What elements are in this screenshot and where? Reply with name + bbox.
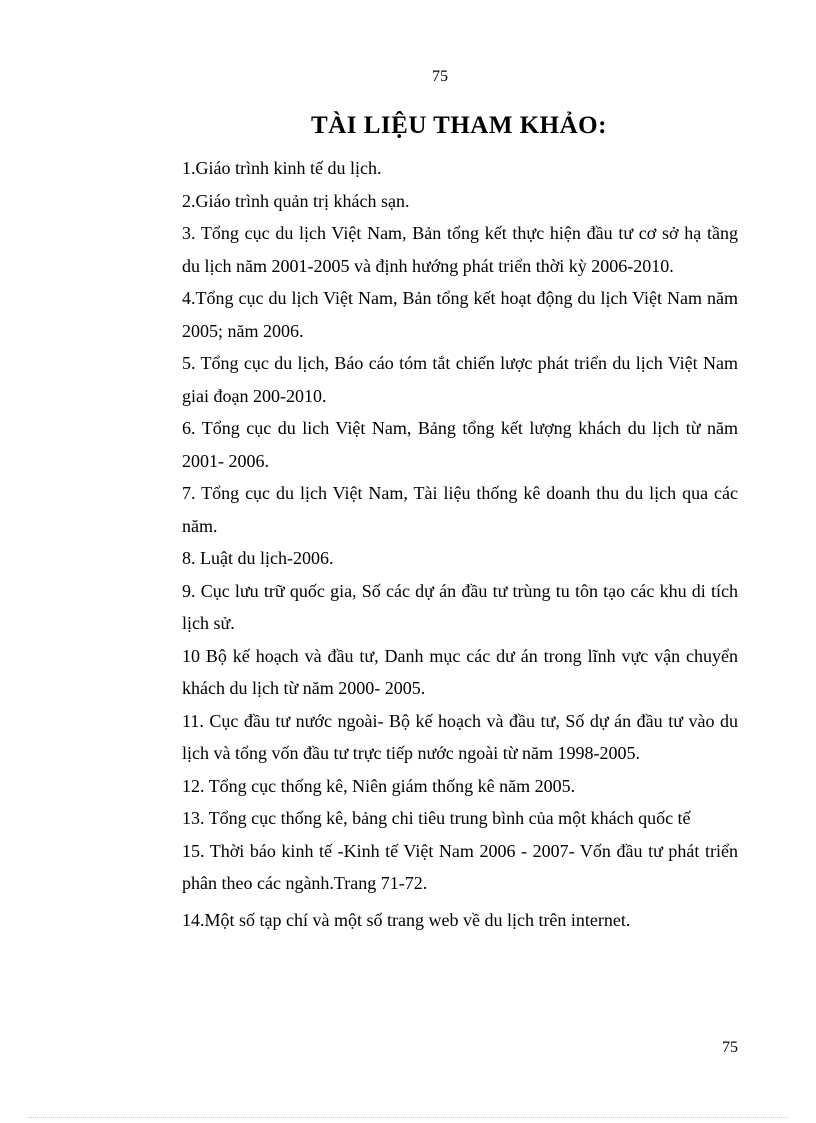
reference-item: 6. Tổng cục du lich Việt Nam, Bảng tổng kết lượng khách du lịch từ năm 2001- 2006. [182, 418, 738, 471]
page-title: TÀI LIỆU THAM KHẢO: [311, 112, 607, 139]
reference-item: 14.Một số tạp chí và một số trang web về du lịch trên internet. [182, 909, 631, 930]
reference-item: 2.Giáo trình quản trị khách sạn. [182, 190, 410, 211]
reference-item: 9. Cục lưu trữ quốc gia, Số các dự án đầu tư trùng tu tôn tạo các khu di tích lịch sử. [182, 580, 738, 633]
reference-item: 5. Tổng cục du lịch, Báo cáo tóm tắt chiến lược phát triển du lịch Việt Nam giai đoạn 200-2010. [182, 353, 738, 406]
reference-item: 11. Cục đầu tư nước ngoài- Bộ kế hoạch và đầu tư, Số dự án đầu tư vào du lịch và tổng vốn đầu tư trực tiếp nước ngoài từ năm 1998-2005. [182, 710, 738, 763]
reference-item: 3. Tổng cục du lịch Việt Nam, Bản tổng kết thực hiện đầu tư cơ sở hạ tầng du lịch năm 2001-2005 và định hướng phát triển thời kỳ 2006-2010. [182, 223, 738, 276]
reference-item: 13. Tổng cục thống kê, bảng chi tiêu trung bình của một khách quốc tế [182, 808, 691, 828]
reference-item: 4.Tổng cục du lịch Việt Nam, Bản tổng kết hoạt động du lịch Việt Nam năm 2005; năm 2006. [182, 288, 738, 341]
page-bottom-divider [28, 1117, 788, 1118]
page-number-top: 75 [432, 68, 448, 85]
reference-item: 1.Giáo trình kinh tế du lịch. [182, 158, 382, 178]
reference-item: 8. Luật du lịch-2006. [182, 548, 334, 568]
reference-list [182, 152, 738, 936]
reference-item: 12. Tổng cục thống kê, Niên giám thống kê năm 2005. [182, 775, 576, 796]
reference-item: 15. Thời báo kinh tế -Kinh tế Việt Nam 2006 - 2007- Vốn đầu tư phát triển phân theo các ngành.Trang 71-72. [182, 840, 738, 893]
reference-item: 7. Tổng cục du lịch Việt Nam, Tài liệu thống kê doanh thu du lịch qua các năm. [182, 483, 738, 536]
page-number-bottom: 75 [722, 1039, 738, 1056]
reference-item: 10 Bộ kế hoạch và đầu tư, Danh mục các dư án trong lĩnh vực vận chuyển khách du lịch từ năm 2000- 2005. [182, 645, 738, 698]
